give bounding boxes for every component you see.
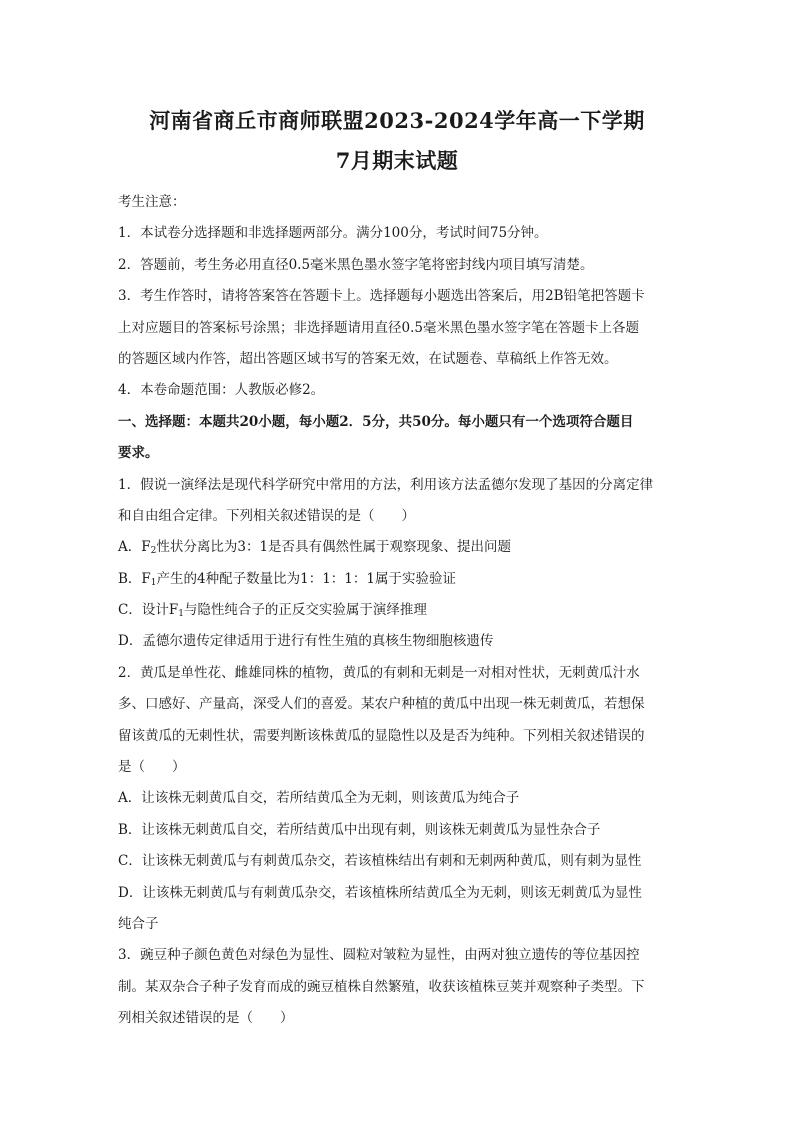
notice-item: 上对应题目的答案标号涂黑；非选择题请用直径0.5毫米黑色墨水签字笔在答题卡上各题 <box>118 319 639 336</box>
option-text: B．F <box>118 570 151 587</box>
q2-stem: 是（ ） <box>118 759 186 776</box>
q1-stem: 和自由组合定律。下列相关叙述错误的是（ ） <box>118 507 415 524</box>
notice-item: 4．本卷命题范围：人教版必修2。 <box>118 382 325 399</box>
exam-body <box>118 187 678 1035</box>
notice-item: 1．本试卷分选择题和非选择题两部分。满分100分，考试时间75分钟。 <box>118 225 548 242</box>
section-heading-cont: 要求。 <box>118 445 159 462</box>
notice-item: 3．考生作答时，请将答案答在答题卡上。选择题每小题选出答案后，用2B铅笔把答题卡 <box>118 288 645 305</box>
subscript: 2 <box>150 546 157 557</box>
q3-stem: 3．豌豆种子颜色黄色对绿色为显性、圆粒对皱粒为显性，由两对独立遗传的等位基因控 <box>118 947 640 964</box>
q2-stem: 2．黄瓜是单性花、雌雄同株的植物，黄瓜的有刺和无刺是一对相对性状，无刺黄瓜汁水 <box>118 664 640 681</box>
subscript: 1 <box>150 577 157 588</box>
q2-stem: 留该黄瓜的无刺性状，需要判断该株黄瓜的显隐性以及是否为纯种。下列相关叙述错误的 <box>118 727 645 744</box>
notice-heading: 考生注意： <box>118 194 186 210</box>
q1-option-d: D．孟德尔遗传定律适用于进行有性生殖的真核生物细胞核遗传 <box>118 633 494 650</box>
option-text: C．设计F <box>118 602 179 619</box>
exam-title-line2: 7月期末试题 <box>335 148 459 173</box>
q2-option-a: A．让该株无刺黄瓜自交，若所结黄瓜全为无刺，则该黄瓜为纯合子 <box>118 790 520 807</box>
q3-stem: 制。某双杂合子种子发育而成的豌豆植株自然繁殖，收获该植株豆荚并观察种子类型。下 <box>118 978 645 995</box>
q2-option-d: D．让该株无刺黄瓜与有刺黄瓜杂交，若该植株所结黄瓜全为无刺，则该无刺黄瓜为显性 <box>118 884 642 901</box>
option-text: 产生的4种配子数量比为1：1：1：1属于实验验证 <box>156 570 456 587</box>
q2-option-b: B．让该株无刺黄瓜自交，若所结黄瓜中出现有刺，则该株无刺黄瓜为显性杂合子 <box>118 821 601 838</box>
q1-option-b <box>118 564 678 595</box>
q1-option-a <box>118 532 678 563</box>
option-text: 与隐性纯合子的正反交实验属于演绎推理 <box>183 602 427 619</box>
q1-stem: 1．假说一演绎法是现代科学研究中常用的方法，利用该方法孟德尔发现了基因的分离定律 <box>118 476 654 493</box>
notice-item: 2．答题前，考生务必用直径0.5毫米黑色墨水签字笔将密封线内项目填写清楚。 <box>118 256 594 273</box>
q2-option-c: C．让该株无刺黄瓜与有刺黄瓜杂交，若该植株结出有刺和无刺两种黄瓜，则有刺为显性 <box>118 853 642 870</box>
q2-stem: 多、口感好、产量高，深受人们的喜爱。某农户种植的黄瓜中出现一株无刺黄瓜，若想保 <box>118 696 645 713</box>
section-heading: 一、选择题：本题共20小题，每小题2．5分，共50分。每小题只有一个选项符合题目 <box>118 413 634 430</box>
notice-item: 的答题区域内作答，超出答题区域书写的答案无效，在试题卷、草稿纸上作答无效。 <box>118 350 618 367</box>
q1-option-c <box>118 595 678 626</box>
exam-title-line1: 河南省商丘市商师联盟2023-2024学年高一下学期 <box>149 108 645 133</box>
q3-stem: 列相关叙述错误的是（ ） <box>118 1010 294 1027</box>
option-text: A．F <box>118 539 151 556</box>
option-text: 性状分离比为3：1是否具有偶然性属于观察现象、提出问题 <box>156 539 512 556</box>
q2-option-d-cont: 纯合子 <box>118 915 159 932</box>
subscript: 1 <box>178 609 184 620</box>
